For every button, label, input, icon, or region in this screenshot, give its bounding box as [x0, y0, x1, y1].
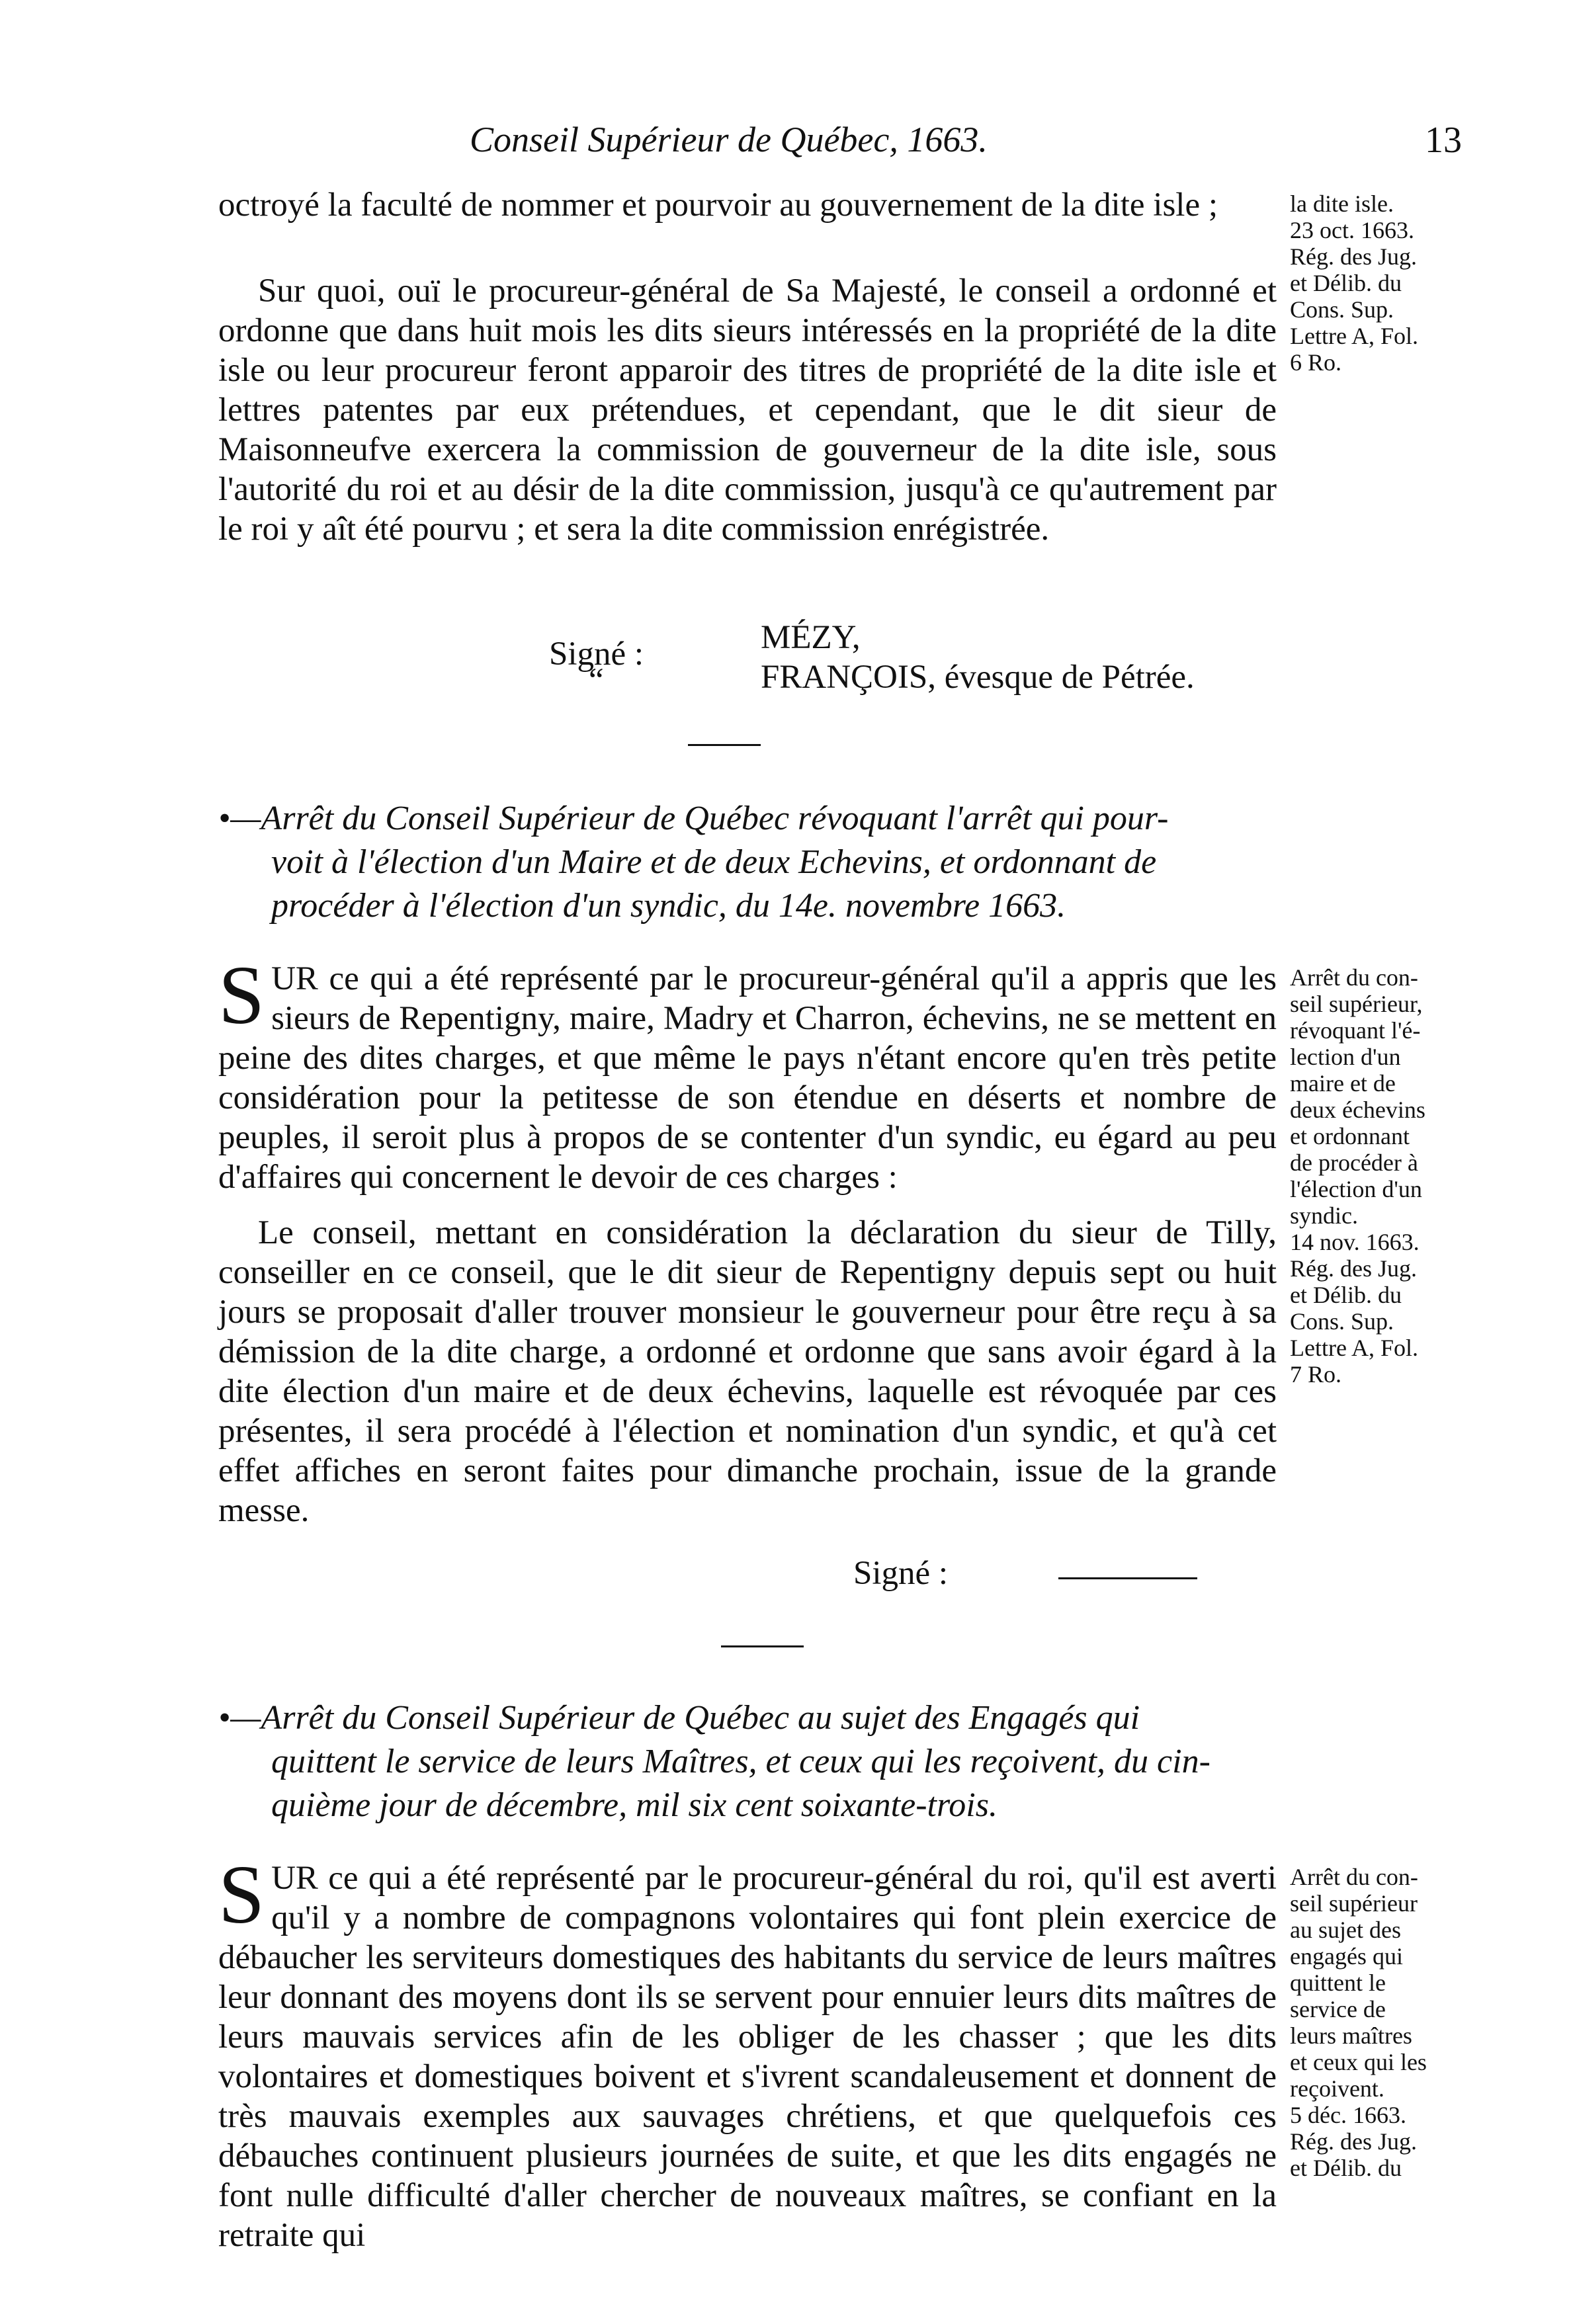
section2-text [218, 950, 1277, 1530]
margin-line: Arrêt du con- [1290, 1864, 1418, 1890]
margin-line: la dite isle. [1290, 190, 1394, 217]
margin-line: lection d'un [1290, 1044, 1401, 1070]
section1-margin-note [1290, 190, 1508, 376]
margin-line: l'élection d'un [1290, 1176, 1422, 1202]
section3-paragraph1 [218, 1849, 1277, 2255]
divider-rule [721, 1645, 804, 1647]
margin-line: Arrêt du con- [1290, 964, 1418, 991]
margin-line: et Délib. du [1290, 1282, 1402, 1308]
margin-line: et ceux qui les [1290, 2049, 1427, 2075]
margin-line: syndic. [1290, 1202, 1358, 1229]
section1-paragraph1: octroyé la faculté de nommer et pourvoir au gouvernement de la dite isle ; [218, 187, 1218, 224]
section2-paragraph1-text: UR ce qui a été représenté par le procureur-général qu'il a appris que les sieurs de Repentigny, maire, Madry et Charron, échevins, ne se mettent en peine des dites charges, et que même le pays n'étant encore qu'en très petite considération pour la petitesse de son étendue en déserts et nombre de peuples, il seroit plus à propos de se contenter d'un syndic, eu égard au peu d'affaires qui concernent le devoir de ces charges : [218, 960, 1277, 1196]
margin-line: Cons. Sup. [1290, 296, 1394, 323]
margin-line: 14 nov. 1663. [1290, 1229, 1420, 1255]
page-number: 13 [1425, 120, 1462, 161]
ditto-mark: “ [589, 662, 604, 699]
signed-label: Signé : [853, 1555, 949, 1592]
section2-heading [218, 797, 1277, 928]
margin-line: seil supérieur [1290, 1890, 1418, 1917]
margin-line: de procéder à [1290, 1149, 1418, 1176]
running-title: Conseil Supérieur de Québec, 1663. [470, 120, 988, 159]
margin-line: 23 oct. 1663. [1290, 217, 1414, 243]
margin-line: engagés qui [1290, 1943, 1403, 1970]
section3-text [218, 1849, 1277, 2255]
margin-line: Cons. Sup. [1290, 1308, 1394, 1335]
heading-line: •—Arrêt du Conseil Supérieur de Québec au sujet des Engagés qui [218, 1699, 1140, 1737]
margin-line: maire et de [1290, 1070, 1396, 1097]
margin-line: deux échevins [1290, 1097, 1425, 1123]
margin-line: 5 déc. 1663. [1290, 2102, 1406, 2128]
section3-paragraph1-text: UR ce qui a été représenté par le procureur-général du roi, qu'il est averti qu'il y a nombre de compagnons volontaires qui font plein exercice de débaucher les serviteurs domestiques des habitants du service de leurs maîtres leur donnant des moyens dont ils se servent pour ennuier leurs dits maîtres de leurs mauvais services afin de les obliger de les chasser ; que les dits volontaires et domestiques boivent et s'ivrent scandaleusement et donnent de très mauvais exemples aux sauvages chrétiens, et que quelquefois ces débauches continuent plusieurs journées de suite, et que les dits engagés ne font nulle difficulté d'aller chercher de nouveaux maîtres, se confiant en la retraite qui [218, 1860, 1277, 2254]
signatory-mezy: MÉZY, [761, 619, 861, 656]
margin-line: révoquant l'é- [1290, 1017, 1421, 1044]
margin-line: reçoivent. [1290, 2075, 1384, 2102]
drop-cap: S [218, 950, 265, 1042]
margin-line: au sujet des [1290, 1917, 1401, 1943]
divider-rule [688, 744, 761, 746]
margin-line: Rég. des Jug. [1290, 1255, 1417, 1282]
margin-line: leurs maîtres [1290, 2022, 1412, 2049]
section1-text [218, 185, 1277, 549]
section3-heading [218, 1696, 1277, 1827]
margin-line: Lettre A, Fol. [1290, 323, 1418, 349]
heading-line: voit à l'élection d'un Maire et de deux Echevins, et ordonnant de [271, 843, 1157, 881]
margin-line: et Délib. du [1290, 2155, 1402, 2181]
margin-line: quittent le [1290, 1970, 1386, 1996]
margin-line: Rég. des Jug. [1290, 2128, 1417, 2155]
signed-label: Signé : [549, 636, 644, 673]
section2-margin-note [1290, 964, 1508, 1388]
margin-line: et ordonnant [1290, 1123, 1410, 1149]
margin-line: Rég. des Jug. [1290, 243, 1417, 270]
margin-line: 6 Ro. [1290, 349, 1342, 376]
margin-line: service de [1290, 1996, 1386, 2022]
section3-margin-note [1290, 1864, 1508, 2181]
drop-cap: S [218, 1849, 265, 1941]
heading-line: procéder à l'élection d'un syndic, du 14e. novembre 1663. [271, 887, 1066, 925]
margin-line: 7 Ro. [1290, 1361, 1342, 1388]
heading-line: •—Arrêt du Conseil Supérieur de Québec révoquant l'arrêt qui pour- [218, 800, 1169, 837]
section1-paragraph2: Sur quoi, ouï le procureur-général de Sa Majesté, le conseil a ordonné et ordonne que dans huit mois les dits sieurs intéressés en la propriété de la dite isle ou leur procureur feront apparoir des titres de propriété de la dite isle et lettres patentes par eux prétendues, et cependant, que le dit sieur de Maisonneufve exercera la commission de gouverneur de la dite isle, sous l'autorité du roi et au désir de la dite commission, jusqu'à ce qu'autrement par le roi y aît été pourvu ; et sera la dite commission enrégistrée. [218, 272, 1277, 548]
margin-line: et Délib. du [1290, 270, 1402, 296]
heading-line: quittent le service de leurs Maîtres, et ceux qui les reçoivent, du cin- [271, 1743, 1211, 1780]
heading-line: quième jour de décembre, mil six cent soixante-trois. [271, 1786, 998, 1824]
section2-paragraph2: Le conseil, mettant en considération la déclaration du sieur de Tilly, conseiller en ce conseil, que le dit sieur de Repentigny depuis sept ou huit jours se proposait d'aller trouver monsieur le gouverneur pour être reçu à sa démission de la dite charge, a ordonné et ordonne que sans avoir égard à la dite élection d'un maire et de deux échevins, laquelle est révoquée par ces présentes, il sera procédé à l'élection et nomination d'un syndic, et qu'à cet effet affiches en seront faites pour dimanche prochain, issue de la grande messe. [218, 1214, 1277, 1529]
margin-line: seil supérieur, [1290, 991, 1423, 1017]
page-header [218, 119, 1462, 172]
signatory-francois: FRANÇOIS, évesque de Pétrée. [761, 659, 1195, 696]
margin-line: Lettre A, Fol. [1290, 1335, 1418, 1361]
signature-blank-rule [1058, 1577, 1197, 1579]
section2-paragraph1 [218, 950, 1277, 1197]
